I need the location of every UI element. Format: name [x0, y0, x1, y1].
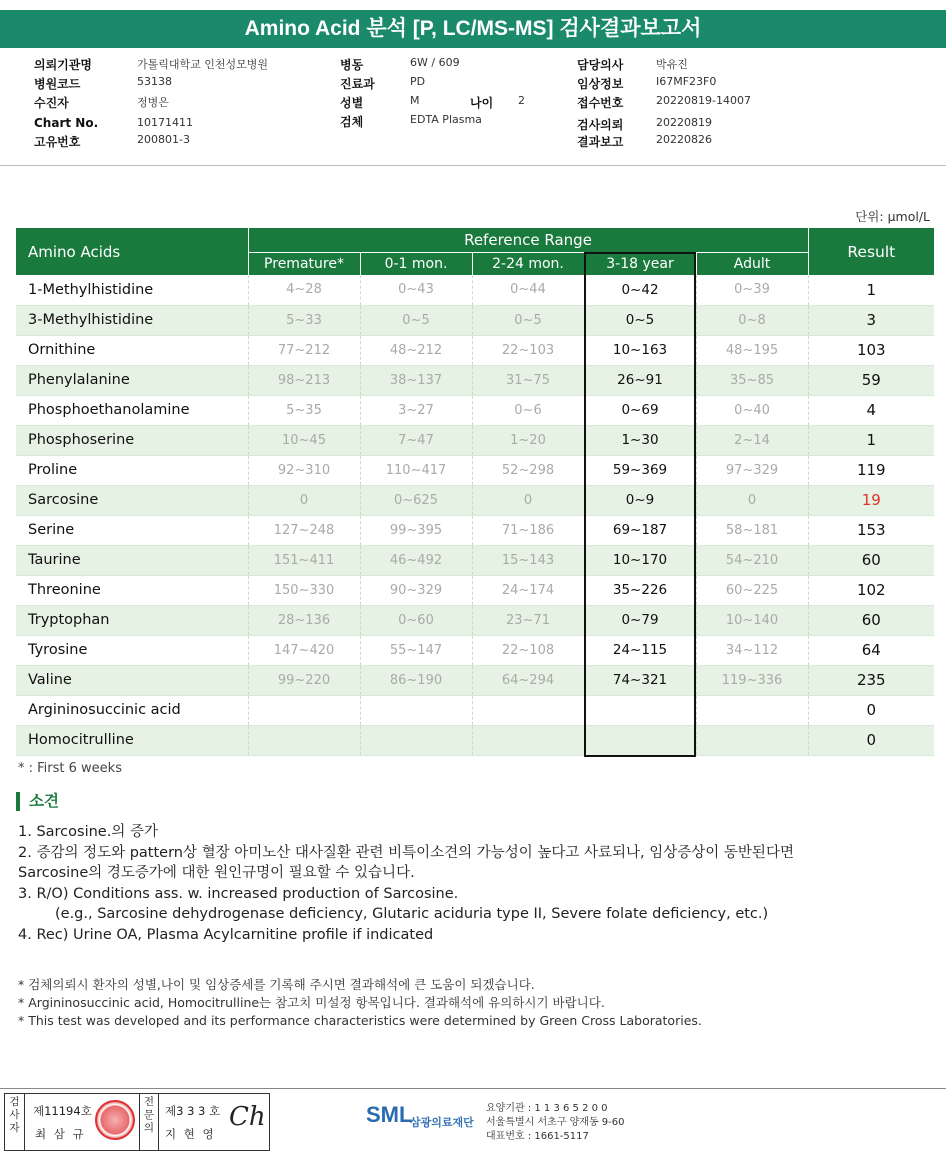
ref-adult: 60~225: [696, 575, 808, 605]
ref-2-24-mon: 22~108: [472, 635, 584, 665]
ref-2-24-mon: 71~186: [472, 515, 584, 545]
ref-0-1-mon: 3~27: [360, 395, 472, 425]
table-row: [16, 305, 934, 335]
findings-line: Sarcosine의 경도증가에 대한 원인규명이 필요할 수 있습니다.: [18, 865, 415, 881]
contact-line: 요양기관 : 1 1 3 6 5 2 0 0: [486, 1103, 608, 1114]
signature-box: [4, 1093, 270, 1151]
table-row: [16, 665, 934, 695]
amino-acid-name: Argininosuccinic acid: [16, 695, 248, 725]
info-value: 10171411: [137, 116, 193, 129]
sml-logo: SML: [366, 1102, 413, 1127]
amino-acid-name: Phenylalanine: [16, 365, 248, 395]
result-value: 153: [808, 515, 934, 545]
ref-adult: 48~195: [696, 335, 808, 365]
findings-line: 2. 증감의 정도와 pattern상 혈장 아미노산 대사질환 관련 비특이소견의 가능성이 높다고 사료되나, 임상증상이 동반된다면: [18, 844, 794, 861]
info-value: 20220819-14007: [656, 94, 751, 107]
sml-foundation-name: 삼광의료재단: [410, 1116, 474, 1129]
ref-adult: 54~210: [696, 545, 808, 575]
table-row: [16, 365, 934, 395]
ref-0-1-mon: [360, 725, 472, 755]
result-value: 0: [808, 725, 934, 755]
info-label: 수진자: [34, 96, 69, 110]
ref-premature: 5~35: [248, 395, 360, 425]
ref-0-1-mon: 0~60: [360, 605, 472, 635]
result-value: 1: [808, 425, 934, 455]
ref-3-18-year: 74~321: [584, 665, 696, 695]
ref-2-24-mon: 31~75: [472, 365, 584, 395]
result-value: 60: [808, 605, 934, 635]
info-value: 200801-3: [137, 133, 190, 146]
table-row: [16, 485, 934, 515]
amino-acid-name: Phosphoserine: [16, 425, 248, 455]
table-row: [16, 695, 934, 725]
ref-0-1-mon: 38~137: [360, 365, 472, 395]
ref-premature: 4~28: [248, 275, 360, 305]
amino-acid-name: Threonine: [16, 575, 248, 605]
ref-premature: 77~212: [248, 335, 360, 365]
amino-acid-name: Taurine: [16, 545, 248, 575]
table-row: [16, 635, 934, 665]
ref-0-1-mon: 86~190: [360, 665, 472, 695]
ref-2-24-mon: 23~71: [472, 605, 584, 635]
ref-premature: 147~420: [248, 635, 360, 665]
ref-0-1-mon: 0~625: [360, 485, 472, 515]
ref-2-24-mon: [472, 725, 584, 755]
table-row: [16, 515, 934, 545]
ref-adult: [696, 695, 808, 725]
ref-premature: 5~33: [248, 305, 360, 335]
table-row: [16, 275, 934, 305]
amino-acid-name: Valine: [16, 665, 248, 695]
ref-adult: 2~14: [696, 425, 808, 455]
notes: [18, 976, 702, 1030]
ref-adult: 0~39: [696, 275, 808, 305]
info-label: 진료과: [340, 77, 375, 91]
result-value: 0: [808, 695, 934, 725]
info-label: 결과보고: [577, 135, 624, 149]
amino-acid-name: Sarcosine: [16, 485, 248, 515]
amino-acid-name: Tyrosine: [16, 635, 248, 665]
ref-3-18-year: 0~5: [584, 305, 696, 335]
ref-3-18-year: [584, 695, 696, 725]
info-label: 병동: [340, 58, 364, 72]
ref-0-1-mon: 46~492: [360, 545, 472, 575]
table-row: [16, 575, 934, 605]
findings-title: 소견: [16, 792, 59, 811]
ref-2-24-mon: 0: [472, 485, 584, 515]
ref-2-24-mon: 0~5: [472, 305, 584, 335]
result-value: 102: [808, 575, 934, 605]
ref-premature: 127~248: [248, 515, 360, 545]
ref-premature: 150~330: [248, 575, 360, 605]
result-value: 1: [808, 275, 934, 305]
table-row: [16, 425, 934, 455]
contact-line: 대표번호 : 1661-5117: [486, 1131, 589, 1142]
result-value: 235: [808, 665, 934, 695]
result-value: 3: [808, 305, 934, 335]
findings-line: (e.g., Sarcosine dehydrogenase deficiency, Glutaric aciduria type II, Severe folate deficiency, etc.): [55, 906, 769, 922]
ref-premature: 98~213: [248, 365, 360, 395]
result-value: 119: [808, 455, 934, 485]
ref-premature: 92~310: [248, 455, 360, 485]
info-label: 고유번호: [34, 135, 81, 149]
amino-acid-name: 3-Methylhistidine: [16, 305, 248, 335]
footer-divider: [0, 1088, 946, 1089]
ref-2-24-mon: 1~20: [472, 425, 584, 455]
ref-0-1-mon: [360, 695, 472, 725]
ref-0-1-mon: 0~5: [360, 305, 472, 335]
info-value: 20220819: [656, 116, 712, 129]
ref-2-24-mon: 24~174: [472, 575, 584, 605]
info-value: I67MF23F0: [656, 75, 717, 88]
info-label-age: 나이: [470, 96, 494, 110]
info-value-age: 2: [518, 94, 525, 107]
report-title: Amino Acid 분석 [P, LC/MS-MS] 검사결과보고서: [0, 10, 946, 48]
official-seal: [95, 1100, 135, 1140]
ref-adult: 119~336: [696, 665, 808, 695]
header-0-1-mon: 0-1 mon.: [360, 252, 472, 275]
info-label: 임상정보: [577, 77, 624, 91]
ref-adult: 0~8: [696, 305, 808, 335]
examiner-number: 제11194호: [33, 1104, 92, 1118]
result-value: 103: [808, 335, 934, 365]
note-line: * 검체의뢰시 환자의 성별,나이 및 임상증세를 기록해 주시면 결과해석에 큰 도움이 되겠습니다.: [18, 977, 535, 992]
ref-3-18-year: 0~79: [584, 605, 696, 635]
patient-info: [0, 54, 946, 166]
amino-acid-name: Homocitrulline: [16, 725, 248, 755]
info-value: 가톨릭대학교 인천성모병원: [137, 58, 269, 71]
result-value: 4: [808, 395, 934, 425]
ref-adult: 35~85: [696, 365, 808, 395]
amino-acid-name: Ornithine: [16, 335, 248, 365]
header-3-18-year: 3-18 year: [584, 252, 696, 275]
contact-info: [486, 1102, 625, 1144]
info-value: 정병은: [137, 96, 169, 109]
ref-3-18-year: 24~115: [584, 635, 696, 665]
info-value: PD: [410, 75, 426, 88]
ref-0-1-mon: 99~395: [360, 515, 472, 545]
result-value: 19: [808, 485, 934, 515]
ref-0-1-mon: 0~43: [360, 275, 472, 305]
ref-3-18-year: 1~30: [584, 425, 696, 455]
ref-0-1-mon: 90~329: [360, 575, 472, 605]
header-2-24-mon: 2-24 mon.: [472, 252, 584, 275]
ref-3-18-year: 26~91: [584, 365, 696, 395]
ref-3-18-year: 0~69: [584, 395, 696, 425]
ref-0-1-mon: 48~212: [360, 335, 472, 365]
result-value: 64: [808, 635, 934, 665]
info-value: 박유진: [656, 58, 688, 71]
table-row: [16, 725, 934, 755]
header-amino-acids: Amino Acids: [16, 228, 248, 275]
specialist-label: 전문의: [139, 1094, 159, 1150]
header-reference-range: Reference Range: [248, 228, 808, 252]
findings-line: 4. Rec) Urine OA, Plasma Acylcarnitine profile if indicated: [18, 926, 434, 943]
info-value: M: [410, 94, 420, 107]
ref-2-24-mon: [472, 695, 584, 725]
ref-3-18-year: 0~9: [584, 485, 696, 515]
findings-text: [18, 822, 794, 945]
footnote-premature: * : First 6 weeks: [18, 761, 122, 776]
note-line: * This test was developed and its performance characteristics were determined by Green Cross Laboratories.: [18, 1013, 702, 1028]
info-value: 20220826: [656, 133, 712, 146]
examiner-label: 검사자: [5, 1094, 25, 1150]
table-row: [16, 545, 934, 575]
info-label: 검사의뢰: [577, 118, 624, 132]
ref-3-18-year: 10~170: [584, 545, 696, 575]
ref-0-1-mon: 55~147: [360, 635, 472, 665]
ref-premature: 28~136: [248, 605, 360, 635]
header-adult: Adult: [696, 252, 808, 275]
info-label: 의뢰기관명: [34, 58, 92, 72]
amino-acid-name: Tryptophan: [16, 605, 248, 635]
ref-3-18-year: 10~163: [584, 335, 696, 365]
ref-2-24-mon: 0~44: [472, 275, 584, 305]
ref-adult: [696, 725, 808, 755]
ref-premature: 151~411: [248, 545, 360, 575]
result-value: 59: [808, 365, 934, 395]
ref-2-24-mon: 15~143: [472, 545, 584, 575]
info-label: 성별: [340, 96, 364, 110]
ref-premature: 10~45: [248, 425, 360, 455]
examiner-name: 최 삼 규: [35, 1127, 86, 1141]
amino-acid-name: Phosphoethanolamine: [16, 395, 248, 425]
info-value: 53138: [137, 75, 172, 88]
amino-acid-table: [16, 228, 934, 756]
ref-2-24-mon: 52~298: [472, 455, 584, 485]
table-row: [16, 605, 934, 635]
ref-adult: 34~112: [696, 635, 808, 665]
info-value: EDTA Plasma: [410, 113, 482, 126]
info-label: 담당의사: [577, 58, 624, 72]
info-label: 접수번호: [577, 96, 624, 110]
amino-acid-name: Serine: [16, 515, 248, 545]
ref-3-18-year: 69~187: [584, 515, 696, 545]
ref-3-18-year: [584, 725, 696, 755]
signature: Ch: [229, 1102, 266, 1132]
amino-acid-name: 1-Methylhistidine: [16, 275, 248, 305]
amino-acid-name: Proline: [16, 455, 248, 485]
ref-adult: 97~329: [696, 455, 808, 485]
ref-0-1-mon: 110~417: [360, 455, 472, 485]
ref-adult: 0~40: [696, 395, 808, 425]
table-row: [16, 335, 934, 365]
result-value: 60: [808, 545, 934, 575]
table-row: [16, 455, 934, 485]
ref-premature: 99~220: [248, 665, 360, 695]
contact-line: 서울특별시 서초구 양재동 9-60: [486, 1117, 625, 1128]
info-value: 6W / 609: [410, 56, 460, 69]
ref-premature: 0: [248, 485, 360, 515]
findings-line: 3. R/O) Conditions ass. w. increased production of Sarcosine.: [18, 885, 459, 902]
specialist-name: 지 현 영: [165, 1127, 216, 1141]
ref-3-18-year: 59~369: [584, 455, 696, 485]
table-row: [16, 395, 934, 425]
header-premature: Premature*: [248, 252, 360, 275]
ref-adult: 58~181: [696, 515, 808, 545]
ref-3-18-year: 35~226: [584, 575, 696, 605]
info-label: Chart No.: [34, 116, 99, 130]
note-line: * Argininosuccinic acid, Homocitrulline는 참고치 미설정 항목입니다. 결과해석에 유의하시기 바랍니다.: [18, 995, 605, 1010]
findings-line: 1. Sarcosine.의 증가: [18, 824, 158, 840]
ref-2-24-mon: 0~6: [472, 395, 584, 425]
info-label: 병원코드: [34, 77, 81, 91]
header-result: Result: [808, 228, 934, 275]
ref-2-24-mon: 22~103: [472, 335, 584, 365]
ref-0-1-mon: 7~47: [360, 425, 472, 455]
ref-adult: 0: [696, 485, 808, 515]
ref-2-24-mon: 64~294: [472, 665, 584, 695]
info-label: 검체: [340, 115, 364, 129]
ref-adult: 10~140: [696, 605, 808, 635]
ref-premature: [248, 725, 360, 755]
specialist-number: 제3 3 3 호: [165, 1104, 221, 1118]
unit-label: 단위: µmol/L: [855, 209, 930, 224]
ref-3-18-year: 0~42: [584, 275, 696, 305]
ref-premature: [248, 695, 360, 725]
